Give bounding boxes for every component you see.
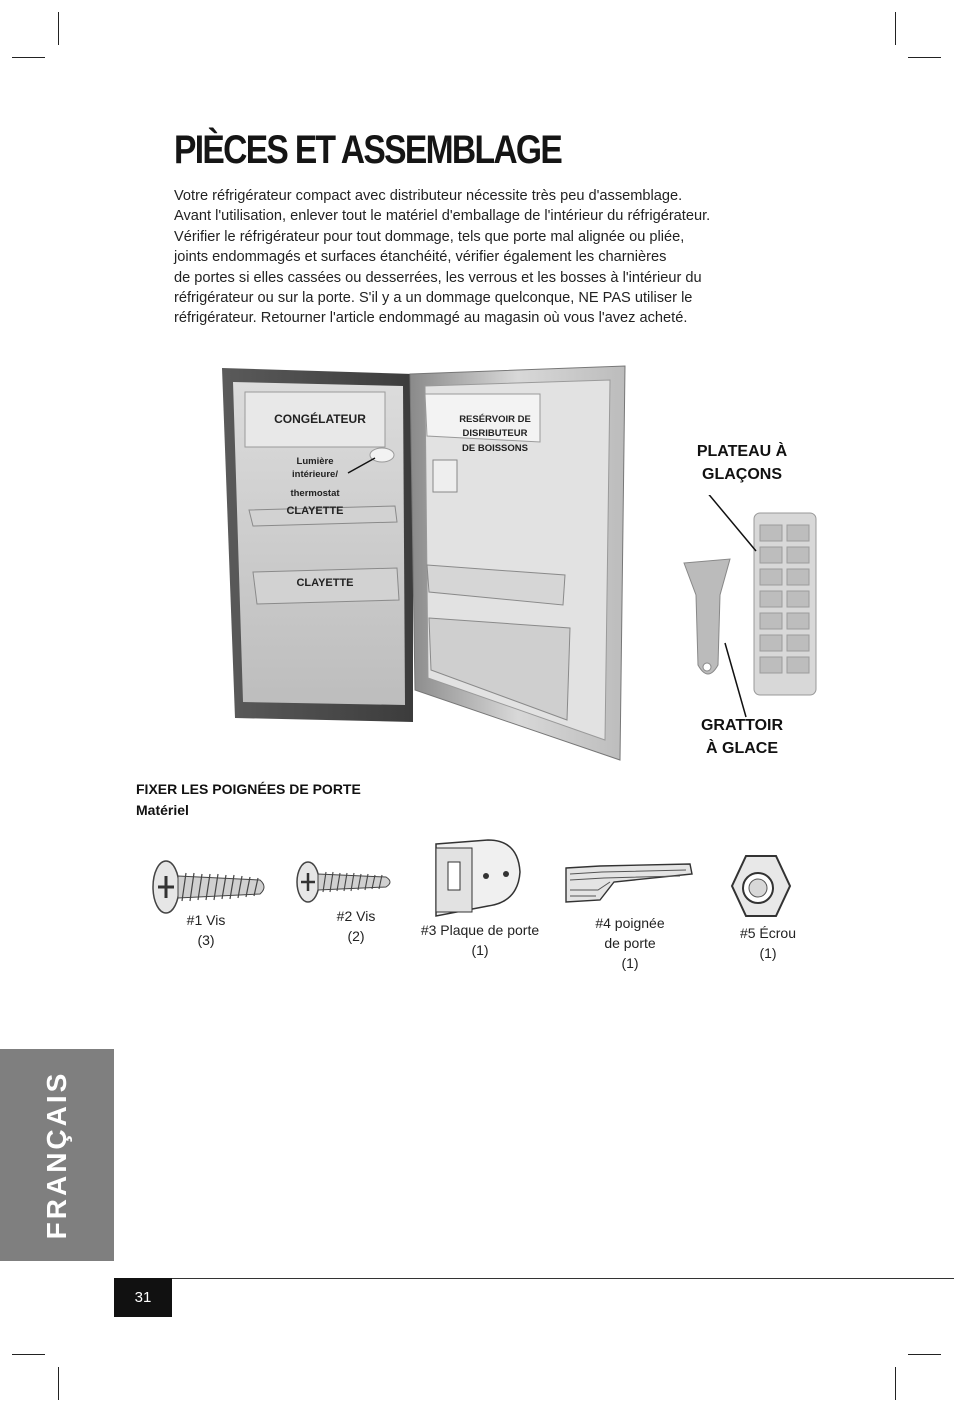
intro-line: de portes si elles cassées ou desserrées, les verrous et les bosses à l'intérieur du xyxy=(174,269,702,286)
crop-mark xyxy=(908,1354,941,1355)
intro-paragraph xyxy=(174,186,794,329)
scraper-hole xyxy=(703,663,711,671)
light-label: thermostat xyxy=(290,488,340,499)
scraper-label: GRATTOIR xyxy=(700,717,784,734)
ice-scraper xyxy=(684,559,730,674)
screw-1-icon xyxy=(150,856,270,918)
ice-tray-leader xyxy=(706,495,756,551)
dispenser-tap xyxy=(433,460,457,492)
light-label: Lumière xyxy=(296,456,334,467)
hardware-name: de porte xyxy=(604,935,656,951)
crop-mark xyxy=(895,1367,896,1400)
hardware-qty: (3) xyxy=(197,932,215,948)
reservoir-label: RESÉRVOIR DE xyxy=(459,414,531,425)
crop-mark xyxy=(895,12,896,45)
page-title: PIÈCES ET ASSEMBLAGE xyxy=(174,128,562,172)
language-tab-label: FRANÇAIS xyxy=(41,1070,72,1240)
scraper-callout xyxy=(686,714,798,760)
reservoir-label: DISRIBUTEUR xyxy=(462,428,528,439)
hardware-caption xyxy=(728,923,808,963)
shelf-label: CLAYETTE xyxy=(296,577,354,589)
ice-tray-label: PLATEAU À xyxy=(696,443,788,460)
crop-mark xyxy=(58,1367,59,1400)
hardware-caption xyxy=(408,920,552,960)
screw-2-icon xyxy=(294,858,396,906)
crop-mark xyxy=(908,57,941,58)
hardware-qty: (1) xyxy=(759,945,777,961)
section-heading: FIXER LES POIGNÉES DE PORTE xyxy=(136,781,361,797)
intro-line: réfrigérateur ou sur la porte. S'il y a un dommage quelconque, NE PAS utiliser le xyxy=(174,290,693,307)
nut-icon xyxy=(726,852,794,922)
hardware-qty: (2) xyxy=(347,928,365,944)
hardware-name: #2 Vis xyxy=(336,908,376,924)
door-handle-icon xyxy=(560,860,696,910)
intro-line: Avant l'utilisation, enlever tout le matériel d'emballage de l'intérieur du réfrigérateur. xyxy=(174,208,711,225)
hardware-caption xyxy=(166,910,246,950)
scraper-leader xyxy=(725,643,746,717)
scraper-label: À GLACE xyxy=(706,740,778,757)
intro-line: joints endommagés et surfaces étanchéité, vérifier également les charnières xyxy=(174,249,667,266)
freezer-label: CONGÉLATEUR xyxy=(274,412,366,426)
footer-rule xyxy=(114,1278,954,1279)
light-label: intérieure/ xyxy=(292,469,338,480)
section-subheading: Matériel xyxy=(136,802,189,818)
shelf-label: CLAYETTE xyxy=(286,505,344,517)
crop-mark xyxy=(12,57,45,58)
hardware-caption xyxy=(578,913,682,973)
crop-mark xyxy=(58,12,59,45)
door-plate-icon xyxy=(428,836,524,920)
reservoir-label: DE BOISSONS xyxy=(462,443,528,454)
hardware-qty: (1) xyxy=(621,955,639,971)
language-tab xyxy=(0,1049,114,1261)
fridge-illustration xyxy=(205,360,635,770)
hardware-name: #4 poignée xyxy=(595,915,665,931)
crop-mark xyxy=(12,1354,45,1355)
ice-tray-label: GLAÇONS xyxy=(702,466,782,483)
intro-line: Vérifier le réfrigérateur pour tout dommage, tels que porte mal alignée ou pliée, xyxy=(174,228,685,245)
intro-line: réfrigérateur. Retourner l'article endommagé au magasin où vous l'avez acheté. xyxy=(174,310,688,327)
intro-line: Votre réfrigérateur compact avec distributeur nécessite très peu d'assemblage. xyxy=(174,188,683,204)
hardware-caption xyxy=(316,906,396,946)
ice-tray-callout xyxy=(686,440,798,486)
hardware-qty: (1) xyxy=(471,942,489,958)
page-number: 31 xyxy=(114,1278,172,1317)
hardware-name: #3 Plaque de porte xyxy=(420,922,540,938)
light-fixture xyxy=(370,448,394,462)
hardware-name: #1 Vis xyxy=(186,912,226,928)
hardware-name: #5 Écrou xyxy=(739,925,797,941)
